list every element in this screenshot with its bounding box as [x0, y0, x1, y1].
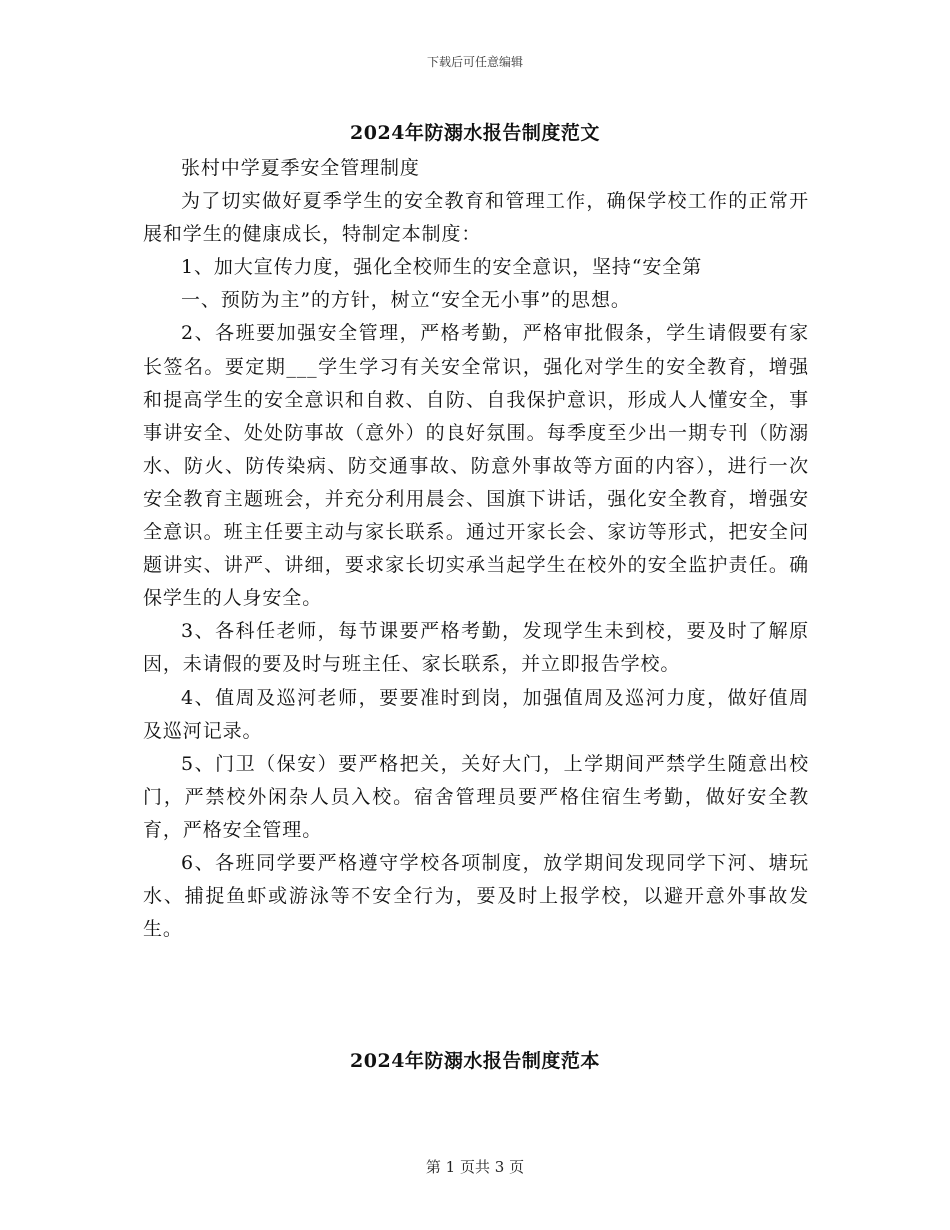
paragraph-item-3: 3、各科任老师，每节课要严格考勤，发现学生未到校，要及时了解原因，未请假的要及时与班主任、家长联系，并立即报告学校。	[143, 620, 809, 676]
paragraph-item-1-continued: 一、预防为主”的方针，树立“安全无小事”的思想。	[181, 289, 631, 312]
paragraph-school-rule-name: 张村中学夏季安全管理制度	[181, 157, 420, 179]
paragraph-item-4: 4、值周及巡河老师，要要准时到岗，加强值周及巡河力度，做好值周及巡河记录。	[143, 686, 809, 742]
document-title: 2024年防溺水报告制度范文	[350, 122, 600, 144]
document-body	[143, 152, 809, 946]
page-number: 第 1 页共 3 页	[425, 1158, 525, 1176]
page-header-note: 下载后可任意编辑	[426, 55, 523, 69]
paragraph-item-5: 5、门卫（保安）要严格把关，关好大门，上学期间严禁学生随意出校门，严禁校外闲杂人员入校。宿舍管理员要严格住宿生考勤，做好安全教育，严格安全管理。	[143, 752, 809, 841]
next-section-title: 2024年防溺水报告制度范本	[350, 1050, 600, 1072]
paragraph-item-1: 1、加大宣传力度，强化全校师生的安全意识，坚持“安全第	[181, 256, 703, 279]
paragraph-intro: 为了切实做好夏季学生的安全教育和管理工作，确保学校工作的正常开展和学生的健康成长，特制定本制度：	[143, 190, 809, 246]
paragraph-item-2: 2、各班要加强安全管理，严格考勤，严格审批假条，学生请假要有家长签名。要定期___学生学习有关安全常识，强化对学生的安全教育，增强和提高学生的安全意识和自救、自防、自我保护意识，形成人人懂安全，事事讲安全、处处防事故（意外）的良好氛围。每季度至少出一期专刊（防溺水、防火、防传染病、防交通事故、防意外事故等方面的内容），进行一次安全教育主题班会，并充分利用晨会、国旗下讲话，强化安全教育，增强安全意识。班主任要主动与家长联系。通过开家长会、家访等形式，把安全问题讲实、讲严、讲细，要求家长切实承当起学生在校外的安全监护责任。确保学生的人身安全。	[143, 322, 809, 610]
paragraph-item-6: 6、各班同学要严格遵守学校各项制度，放学期间发现同学下河、塘玩水、捕捉鱼虾或游泳等不安全行为，要及时上报学校，以避开意外事故发生。	[143, 851, 809, 941]
